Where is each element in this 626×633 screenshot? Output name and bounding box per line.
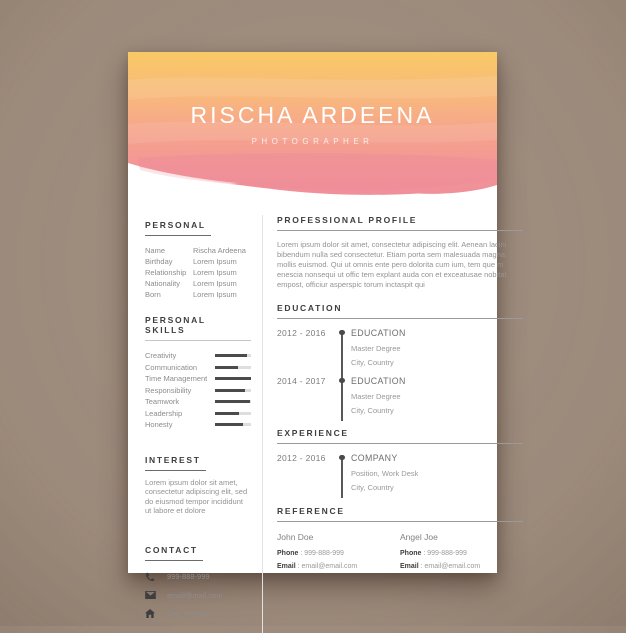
- watercolor-header: [128, 52, 497, 202]
- section-contact: [145, 540, 251, 618]
- personal-label: Nationality: [145, 279, 181, 288]
- profile-text: Lorem ipsum dolor sit amet, consectetur adipiscing elit. Aenean lacini bibendum nulla sed consectetur. Etiam porta sem malesuada magna mollis euismod. Qui ut omnis ente pero dolorita cum ium, tem que m enescia nonsequi ut offic tem explant auda con et exceatusae nobitat empost, officiur asperspic torum inctaspit qui: [277, 240, 507, 289]
- reference-phone-value: 999-888-999: [304, 550, 344, 557]
- contact-value: City, Country: [167, 608, 210, 618]
- skill-bar-fill: [215, 366, 238, 369]
- personal-label: Relationship: [145, 268, 187, 277]
- profile-heading: PROFESSIONAL PROFILE: [277, 215, 523, 231]
- contact-value: email@mail.com: [167, 590, 223, 600]
- personal-heading: PERSONAL: [145, 220, 211, 236]
- interest-text: Lorem ipsum dolor sit amet, consectetur adipiscing elit, sed do eiusmod tempor incididunt ut labore et dolore: [145, 477, 248, 515]
- timeline-dot: [339, 330, 345, 336]
- skill-bar-track: [215, 354, 251, 357]
- skill-bar-fill: [215, 412, 239, 415]
- reference-email: Email : email@email.com: [277, 563, 358, 570]
- email-icon: [145, 591, 167, 599]
- contact-row-phone: [145, 572, 251, 582]
- reference-entry: [277, 532, 400, 573]
- education-period: 2012 - 2016: [277, 328, 326, 338]
- skill-label: Leadership: [145, 408, 183, 418]
- skill-bar-fill: [215, 389, 245, 392]
- timeline-dot-column: [334, 453, 351, 492]
- contact-row-address: [145, 609, 251, 618]
- experience-timeline: [277, 453, 523, 492]
- education-title: EDUCATION: [351, 376, 406, 386]
- person-role: PHOTOGRAPHER: [251, 137, 374, 146]
- section-profile: [277, 215, 523, 290]
- skill-row: [145, 373, 251, 385]
- education-timeline: [277, 328, 523, 415]
- reference-phone-label: Phone: [400, 550, 422, 557]
- personal-value: Lorem Ipsum: [193, 268, 237, 277]
- reference-name: Angel Joe: [400, 532, 438, 542]
- skill-bar-track: [215, 423, 251, 426]
- skill-label: Time Management: [145, 374, 208, 384]
- contact-rows: [145, 572, 251, 618]
- skill-label: Honesty: [145, 420, 173, 430]
- reference-email-label: Email: [277, 563, 296, 570]
- skill-row: [145, 396, 251, 408]
- education-location: City, Country: [351, 358, 394, 367]
- skill-label: Teamwork: [145, 397, 180, 407]
- education-period: 2014 - 2017: [277, 376, 326, 386]
- content: [128, 202, 507, 633]
- education-heading: EDUCATION: [277, 303, 523, 319]
- section-reference: [277, 506, 523, 573]
- section-personal-skills: [145, 315, 251, 431]
- personal-row: [145, 267, 251, 278]
- timeline-dot: [339, 378, 345, 384]
- skill-row: [145, 362, 251, 374]
- reference-phone: Phone : 999-888-999: [400, 550, 467, 557]
- timeline-dot-column: [334, 328, 351, 367]
- contact-row-email: [145, 591, 251, 600]
- contact-heading: CONTACT: [145, 545, 203, 561]
- personal-row: [145, 289, 251, 300]
- skill-bar-track: [215, 389, 251, 392]
- skill-bar-fill: [215, 354, 247, 357]
- reference-phone-label: Phone: [277, 550, 299, 557]
- personal-value: Lorem Ipsum: [193, 279, 237, 288]
- personal-value: Lorem Ipsum: [193, 290, 237, 299]
- skill-label: Creativity: [145, 351, 177, 361]
- skill-label: Responsibility: [145, 385, 192, 395]
- interest-heading: INTEREST: [145, 455, 206, 471]
- education-entry: [277, 376, 523, 415]
- education-title: EDUCATION: [351, 328, 406, 338]
- skill-bar-fill: [215, 400, 250, 403]
- personal-value: Rischa Ardeena: [193, 246, 246, 255]
- skill-bar-track: [215, 400, 251, 403]
- skill-bar-track: [215, 377, 251, 380]
- timeline-dot-column: [334, 376, 351, 415]
- education-entry: [277, 328, 523, 367]
- personal-value: Lorem Ipsum: [193, 257, 237, 266]
- experience-location: City, Country: [351, 483, 394, 492]
- resume-page: [128, 52, 507, 618]
- reference-columns: [277, 532, 523, 573]
- experience-body: [351, 453, 523, 492]
- skill-label: Communication: [145, 362, 198, 372]
- left-column: [145, 215, 263, 633]
- education-degree: Master Degree: [351, 391, 401, 401]
- reference-entry: [400, 532, 523, 573]
- reference-email-value: email@email.com: [424, 563, 481, 570]
- personal-label: Birthday: [145, 257, 173, 266]
- experience-entry: [277, 453, 523, 492]
- experience-heading: EXPERIENCE: [277, 428, 523, 444]
- personal-rows: [145, 245, 251, 300]
- reference-email-value: email@email.com: [301, 563, 358, 570]
- education-body: [351, 376, 523, 415]
- skill-row: [145, 385, 251, 397]
- skill-bar-fill: [215, 423, 243, 426]
- reference-phone-value: 999-888-999: [427, 550, 467, 557]
- section-personal: [145, 215, 251, 300]
- section-education: [277, 303, 523, 415]
- personal-row: [145, 245, 251, 256]
- reference-name: John Doe: [277, 532, 314, 542]
- person-name: RISCHA ARDEENA: [190, 102, 435, 128]
- section-interest: [145, 450, 251, 516]
- contact-value: 999-888-999: [167, 572, 210, 581]
- skill-bar-track: [215, 366, 251, 369]
- reference-heading: REFERENCE: [277, 506, 523, 522]
- skills-rows: [145, 350, 251, 431]
- section-experience: [277, 428, 523, 492]
- personal-row: [145, 256, 251, 267]
- right-column: [277, 215, 523, 633]
- home-icon: [145, 609, 167, 618]
- timeline-dot: [339, 455, 345, 461]
- personal-label: Born: [145, 290, 161, 299]
- skill-row: [145, 350, 251, 362]
- skills-heading: PERSONAL SKILLS: [145, 315, 251, 341]
- personal-label: Name: [145, 246, 166, 255]
- skill-row: [145, 408, 251, 420]
- education-degree: Master Degree: [351, 343, 401, 353]
- experience-position: Position, Work Desk: [351, 468, 419, 478]
- reference-phone: Phone : 999-888-999: [277, 550, 344, 557]
- reference-email-label: Email: [400, 563, 419, 570]
- personal-row: [145, 278, 251, 289]
- education-body: [351, 328, 523, 367]
- education-location: City, Country: [351, 406, 394, 415]
- skill-bar-fill: [215, 377, 251, 380]
- skill-row: [145, 419, 251, 431]
- experience-company: COMPANY: [351, 453, 398, 463]
- phone-icon: [145, 572, 167, 582]
- skill-bar-track: [215, 412, 251, 415]
- reference-email: Email : email@email.com: [400, 563, 481, 570]
- experience-period: 2012 - 2016: [277, 453, 326, 463]
